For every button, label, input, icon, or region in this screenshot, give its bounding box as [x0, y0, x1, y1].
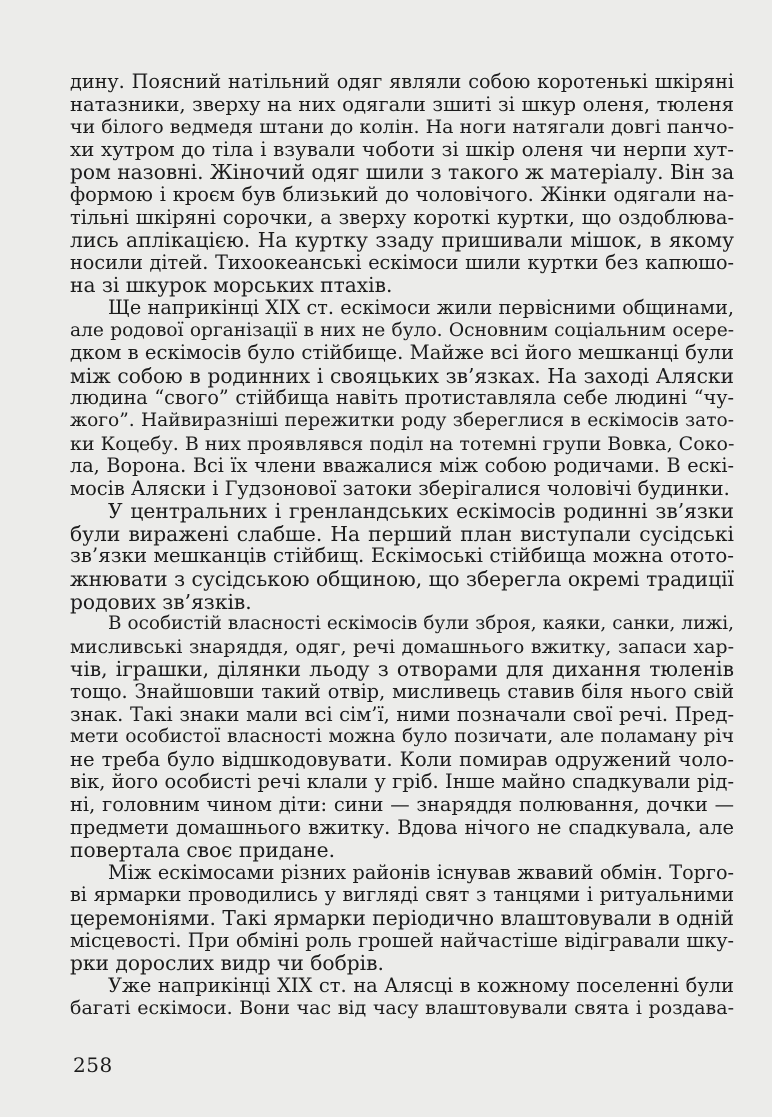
text-line: місцевості. При обміні роль грошей найчастіше відігравали шку-	[70, 928, 734, 952]
text-line: В особистій власності ескімосів були зброя, каяки, санки, лижі,	[108, 613, 734, 635]
text-line: жого”. Найвиразніші пережитки роду збереглися в ескімосів зато-	[70, 409, 734, 431]
text-line: ві ярмарки проводились у вигляді свят з танцями і ритуальними	[70, 883, 734, 907]
text-line: між собою в родинних і свояцьких зв’язках. На заході Аляски	[70, 363, 734, 388]
text-line: мисливські знаряддя, одяг, речі домашнього вжитку, запаси хар-	[70, 635, 734, 658]
text-block	[70, 0, 734, 1020]
text-line: родових зв’язків.	[70, 589, 252, 614]
text-line: були виражені слабше. На перший план виступали сусідські	[70, 521, 734, 546]
text-line: людина “свого” стійбища навіть протиставляла себе людині “чу-	[70, 386, 734, 410]
text-line: мети особистої власності можна було позичати, але поламану річ	[70, 726, 734, 748]
text-line: формою і кроєм був близький до чоловічого. Жінки одягали на-	[70, 182, 734, 206]
paragraph	[70, 297, 734, 500]
paragraph	[70, 71, 734, 297]
page-number: 258	[73, 1053, 113, 1077]
paragraph	[70, 862, 734, 975]
text-line: предмети домашнього вжитку. Вдова нічого не спадкувала, але	[70, 815, 734, 839]
text-line: рки дорослих видр чи бобрів.	[70, 951, 384, 976]
text-line: дину. Поясний натільний одяг являли собою коротенькі шкіряні	[70, 70, 734, 93]
text-line: ки Коцебу. В них проявлявся поділ на тотемні групи Вовка, Соко-	[70, 432, 735, 455]
text-line: чів, іграшки, ділянки льоду з отворами для дихання тюленів	[70, 657, 734, 682]
text-line: на зі шкурок морських птахів.	[70, 273, 393, 298]
text-line: лись аплікацією. На куртку ззаду пришивали мішок, в якому	[70, 228, 734, 253]
text-line: Між ескімосами різних районів існував жвавий обмін. Торго-	[108, 860, 734, 884]
page-body	[70, 0, 734, 1020]
text-line: жнювати з сусідською общиною, що зберегла окремі традиції	[70, 567, 734, 592]
text-line: натазники, зверху на них одягали зшиті зі шкур оленя, тюленя	[70, 92, 734, 116]
text-line: тільні шкіряні сорочки, а зверху короткі куртки, що оздоблюва-	[70, 205, 734, 229]
text-line: ром назовні. Жіночий одяг шили з такого ж матеріалу. Він за	[70, 160, 735, 185]
text-line: знак. Такі знаки мали всі сім’ї, ними позначали свої речі. Пред-	[70, 702, 734, 726]
paragraph	[70, 975, 734, 1020]
text-line: Уже наприкінці XIX ст. на Алясці в кожному поселенні були	[108, 973, 734, 997]
text-line: У центральних і гренландських ескімосів родинні зв’язки	[108, 499, 734, 524]
paragraph	[70, 500, 734, 613]
text-line: дком в ескімосів було стійбище. Майже всі його мешканці були	[70, 341, 734, 365]
paragraph	[70, 613, 734, 862]
text-line: Ще наприкінці XIX ст. ескімоси жили первісними общинами,	[108, 295, 734, 319]
text-line: не треба було відшкодовувати. Коли помирав одружений чоло-	[70, 747, 734, 771]
text-line: але родової організації в них не було. Основним соціальним осере-	[70, 319, 734, 341]
text-line: носили дітей. Тихоокеанські ескімоси шили куртки без капюшо-	[70, 250, 734, 274]
text-line: церемоніями. Такі ярмарки періодично влаштовували в одній	[70, 905, 734, 930]
text-line: мосів Аляски і Гудзонової затоки зберігалися чоловічі будинки.	[70, 476, 730, 500]
text-line: зв’язки мешканців стійбищ. Ескімоські стійбища можна отото-	[70, 544, 734, 568]
text-line: вік, його особисті речі клали у гріб. Інше майно спадкували рід-	[70, 770, 734, 794]
text-line: ла, Ворона. Всі їх члени вважалися між собою родичами. В ескі-	[70, 454, 734, 478]
text-line: повертала своє придане.	[70, 838, 335, 863]
text-line: тощо. Знайшовши такий отвір, мисливець ставив біля нього свій	[70, 680, 734, 704]
text-line: чи білого ведмедя штани до колін. На ноги натягали довгі панчо-	[70, 116, 734, 139]
text-line: хи хутром до тіла і взували чоботи зі шкір оленя чи нерпи хут-	[70, 137, 734, 161]
text-line: багаті ескімоси. Вони час від часу влаштовували свята і роздава-	[70, 997, 734, 1020]
text-line: ні, головним чином діти: сини — знаряддя полювання, дочки —	[70, 793, 734, 816]
